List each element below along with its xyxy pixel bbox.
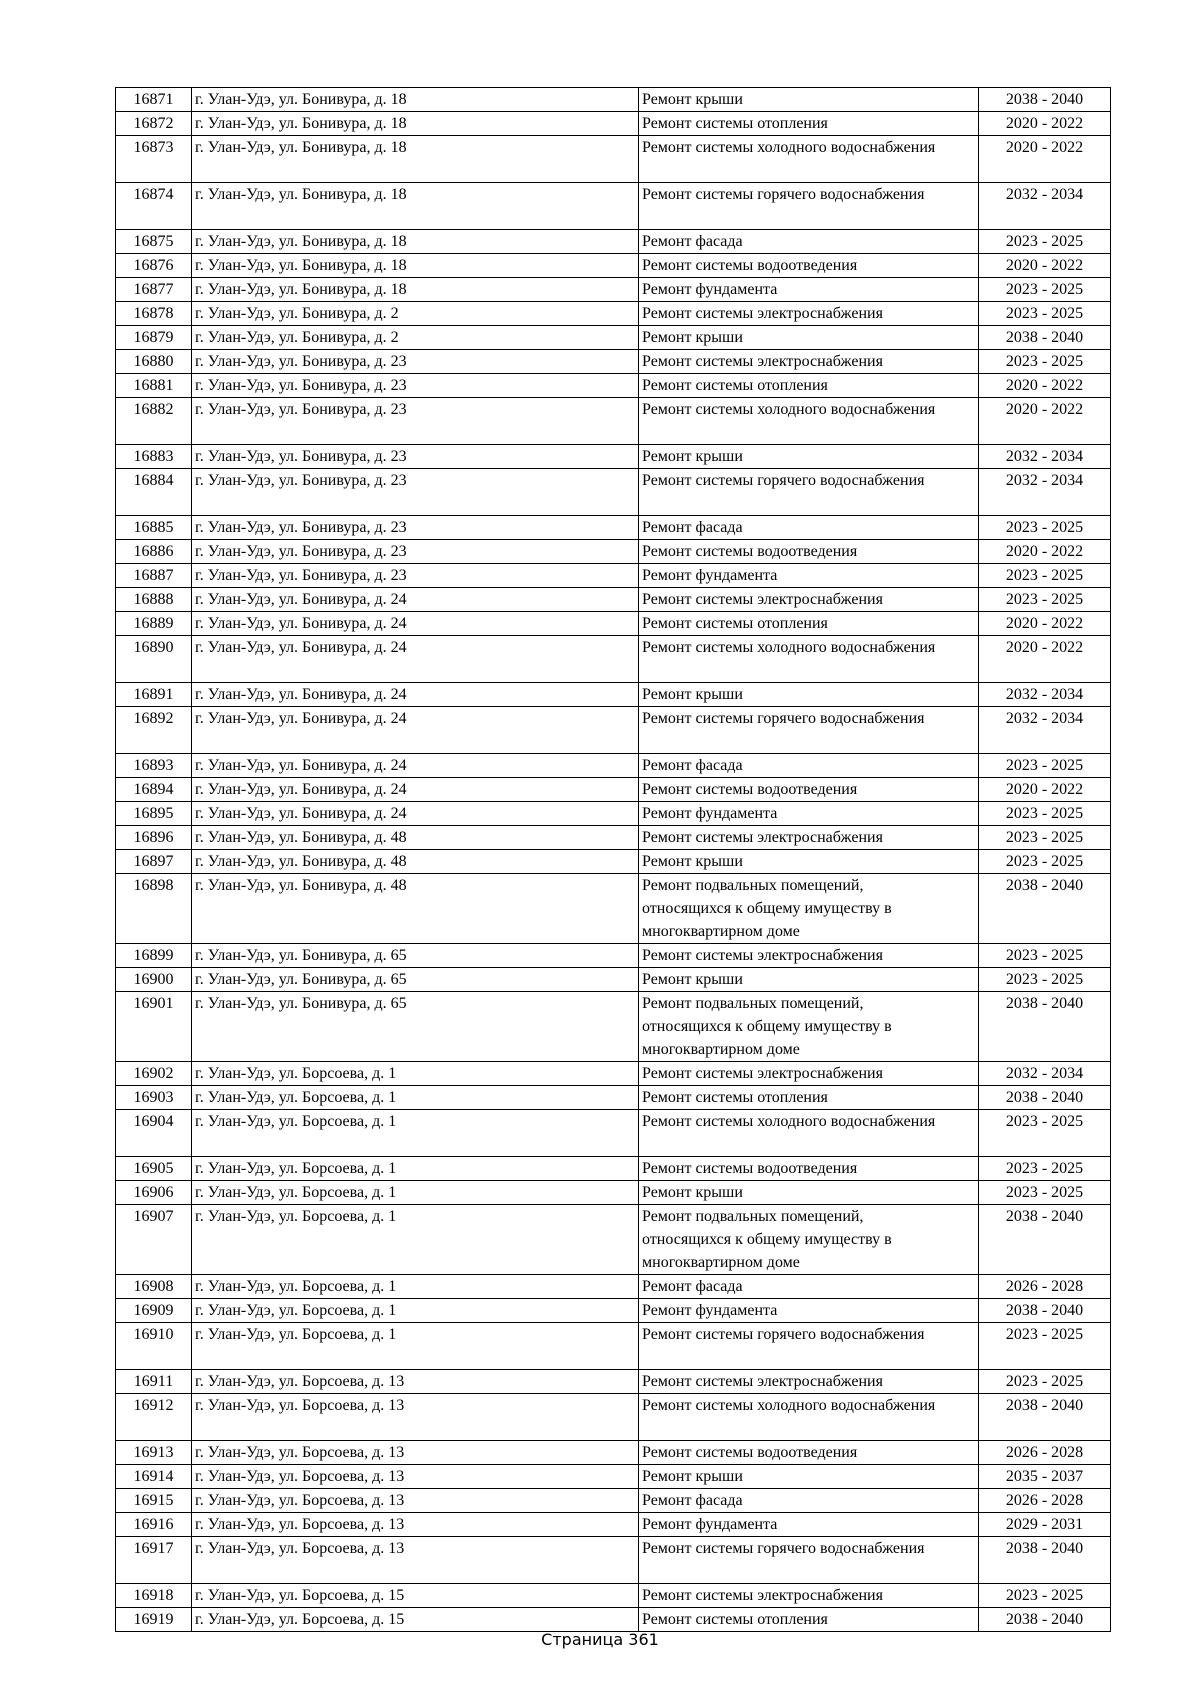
work-type-cell: Ремонт фасада: [639, 230, 979, 254]
address-cell: г. Улан-Удэ, ул. Бонивура, д. 24: [192, 778, 639, 802]
row-number-cell: 16873: [116, 136, 192, 183]
table-row: [116, 1062, 1111, 1086]
table-row: [116, 802, 1111, 826]
row-number-cell: 16901: [116, 992, 192, 1062]
work-type-cell: Ремонт фундамента: [639, 1299, 979, 1323]
work-type-cell: Ремонт системы водоотведения: [639, 254, 979, 278]
address-cell: г. Улан-Удэ, ул. Бонивура, д. 18: [192, 88, 639, 112]
table-row: [116, 469, 1111, 516]
address-cell: г. Улан-Удэ, ул. Бонивура, д. 23: [192, 516, 639, 540]
table-row: [116, 944, 1111, 968]
period-cell: 2020 - 2022: [979, 540, 1111, 564]
table-row: [116, 445, 1111, 469]
row-number-cell: 16887: [116, 564, 192, 588]
table-row: [116, 1537, 1111, 1584]
table-row: [116, 1299, 1111, 1323]
work-type-cell: Ремонт системы электроснабжения: [639, 350, 979, 374]
work-type-cell: Ремонт крыши: [639, 445, 979, 469]
address-cell: г. Улан-Удэ, ул. Борсоева, д. 1: [192, 1110, 639, 1157]
address-cell: г. Улан-Удэ, ул. Борсоева, д. 13: [192, 1441, 639, 1465]
work-type-cell: Ремонт системы холодного водоснабжения: [639, 398, 979, 445]
period-cell: 2032 - 2034: [979, 1062, 1111, 1086]
work-type-cell: Ремонт системы отопления: [639, 374, 979, 398]
period-cell: 2023 - 2025: [979, 1370, 1111, 1394]
period-cell: 2020 - 2022: [979, 254, 1111, 278]
address-cell: г. Улан-Удэ, ул. Бонивура, д. 23: [192, 374, 639, 398]
address-cell: г. Улан-Удэ, ул. Бонивура, д. 23: [192, 445, 639, 469]
period-cell: 2020 - 2022: [979, 112, 1111, 136]
row-number-cell: 16907: [116, 1205, 192, 1275]
period-cell: 2020 - 2022: [979, 612, 1111, 636]
work-type-cell: Ремонт системы электроснабжения: [639, 1370, 979, 1394]
table-row: [116, 754, 1111, 778]
row-number-cell: 16874: [116, 183, 192, 230]
address-cell: г. Улан-Удэ, ул. Бонивура, д. 18: [192, 254, 639, 278]
period-cell: 2032 - 2034: [979, 183, 1111, 230]
table-row: [116, 992, 1111, 1062]
work-type-cell: Ремонт фундамента: [639, 564, 979, 588]
address-cell: г. Улан-Удэ, ул. Бонивура, д. 48: [192, 826, 639, 850]
address-cell: г. Улан-Удэ, ул. Бонивура, д. 23: [192, 350, 639, 374]
address-cell: г. Улан-Удэ, ул. Бонивура, д. 23: [192, 564, 639, 588]
work-type-cell: Ремонт подвальных помещений, относящихся к общему имуществу в многоквартирном доме: [639, 1205, 979, 1275]
repair-schedule-table: [115, 87, 1111, 1632]
row-number-cell: 16877: [116, 278, 192, 302]
period-cell: 2029 - 2031: [979, 1513, 1111, 1537]
work-type-cell: Ремонт системы горячего водоснабжения: [639, 1323, 979, 1370]
address-cell: г. Улан-Удэ, ул. Борсоева, д. 13: [192, 1489, 639, 1513]
row-number-cell: 16900: [116, 968, 192, 992]
period-cell: 2038 - 2040: [979, 1086, 1111, 1110]
table-body: [116, 88, 1111, 1632]
work-type-cell: Ремонт системы водоотведения: [639, 1157, 979, 1181]
period-cell: 2020 - 2022: [979, 636, 1111, 683]
row-number-cell: 16882: [116, 398, 192, 445]
address-cell: г. Улан-Удэ, ул. Борсоева, д. 13: [192, 1370, 639, 1394]
row-number-cell: 16897: [116, 850, 192, 874]
row-number-cell: 16879: [116, 326, 192, 350]
table-row: [116, 88, 1111, 112]
table-row: [116, 136, 1111, 183]
address-cell: г. Улан-Удэ, ул. Бонивура, д. 18: [192, 278, 639, 302]
work-type-cell: Ремонт системы электроснабжения: [639, 1062, 979, 1086]
work-type-cell: Ремонт фундамента: [639, 1513, 979, 1537]
period-cell: 2020 - 2022: [979, 778, 1111, 802]
period-cell: 2023 - 2025: [979, 1157, 1111, 1181]
period-cell: 2038 - 2040: [979, 1537, 1111, 1584]
period-cell: 2023 - 2025: [979, 516, 1111, 540]
work-type-cell: Ремонт фасада: [639, 1275, 979, 1299]
period-cell: 2023 - 2025: [979, 230, 1111, 254]
work-type-cell: Ремонт системы холодного водоснабжения: [639, 1110, 979, 1157]
row-number-cell: 16881: [116, 374, 192, 398]
row-number-cell: 16906: [116, 1181, 192, 1205]
address-cell: г. Улан-Удэ, ул. Бонивура, д. 48: [192, 850, 639, 874]
period-cell: 2038 - 2040: [979, 1394, 1111, 1441]
address-cell: г. Улан-Удэ, ул. Борсоева, д. 13: [192, 1537, 639, 1584]
table-row: [116, 1205, 1111, 1275]
address-cell: г. Улан-Удэ, ул. Борсоева, д. 13: [192, 1513, 639, 1537]
table-row: [116, 516, 1111, 540]
period-cell: 2023 - 2025: [979, 1110, 1111, 1157]
address-cell: г. Улан-Удэ, ул. Бонивура, д. 65: [192, 992, 639, 1062]
row-number-cell: 16875: [116, 230, 192, 254]
period-cell: 2023 - 2025: [979, 278, 1111, 302]
row-number-cell: 16894: [116, 778, 192, 802]
work-type-cell: Ремонт фасада: [639, 1489, 979, 1513]
work-type-cell: Ремонт подвальных помещений, относящихся к общему имуществу в многоквартирном доме: [639, 874, 979, 944]
address-cell: г. Улан-Удэ, ул. Бонивура, д. 2: [192, 326, 639, 350]
table-row: [116, 1441, 1111, 1465]
period-cell: 2032 - 2034: [979, 469, 1111, 516]
period-cell: 2023 - 2025: [979, 350, 1111, 374]
table-row: [116, 1394, 1111, 1441]
table-row: [116, 1110, 1111, 1157]
table-row: [116, 326, 1111, 350]
row-number-cell: 16919: [116, 1608, 192, 1632]
table-row: [116, 588, 1111, 612]
period-cell: 2026 - 2028: [979, 1489, 1111, 1513]
table-row: [116, 540, 1111, 564]
work-type-cell: Ремонт крыши: [639, 968, 979, 992]
table-row: [116, 254, 1111, 278]
address-cell: г. Улан-Удэ, ул. Бонивура, д. 24: [192, 683, 639, 707]
address-cell: г. Улан-Удэ, ул. Бонивура, д. 24: [192, 754, 639, 778]
work-type-cell: Ремонт системы горячего водоснабжения: [639, 1537, 979, 1584]
work-type-cell: Ремонт крыши: [639, 326, 979, 350]
address-cell: г. Улан-Удэ, ул. Борсоева, д. 1: [192, 1181, 639, 1205]
work-type-cell: Ремонт крыши: [639, 850, 979, 874]
period-cell: 2023 - 2025: [979, 564, 1111, 588]
period-cell: 2023 - 2025: [979, 968, 1111, 992]
table-row: [116, 1465, 1111, 1489]
address-cell: г. Улан-Удэ, ул. Бонивура, д. 18: [192, 230, 639, 254]
row-number-cell: 16896: [116, 826, 192, 850]
period-cell: 2023 - 2025: [979, 1181, 1111, 1205]
row-number-cell: 16889: [116, 612, 192, 636]
address-cell: г. Улан-Удэ, ул. Борсоева, д. 1: [192, 1205, 639, 1275]
address-cell: г. Улан-Удэ, ул. Борсоева, д. 1: [192, 1062, 639, 1086]
row-number-cell: 16890: [116, 636, 192, 683]
table-row: [116, 1370, 1111, 1394]
period-cell: 2038 - 2040: [979, 1299, 1111, 1323]
row-number-cell: 16888: [116, 588, 192, 612]
address-cell: г. Улан-Удэ, ул. Бонивура, д. 24: [192, 636, 639, 683]
address-cell: г. Улан-Удэ, ул. Бонивура, д. 24: [192, 612, 639, 636]
table-row: [116, 1489, 1111, 1513]
row-number-cell: 16902: [116, 1062, 192, 1086]
work-type-cell: Ремонт системы отопления: [639, 1608, 979, 1632]
row-number-cell: 16884: [116, 469, 192, 516]
work-type-cell: Ремонт системы электроснабжения: [639, 826, 979, 850]
row-number-cell: 16892: [116, 707, 192, 754]
address-cell: г. Улан-Удэ, ул. Борсоева, д. 1: [192, 1299, 639, 1323]
period-cell: 2023 - 2025: [979, 302, 1111, 326]
period-cell: 2038 - 2040: [979, 1608, 1111, 1632]
table-row: [116, 1608, 1111, 1632]
address-cell: г. Улан-Удэ, ул. Борсоева, д. 1: [192, 1157, 639, 1181]
row-number-cell: 16910: [116, 1323, 192, 1370]
row-number-cell: 16909: [116, 1299, 192, 1323]
work-type-cell: Ремонт системы водоотведения: [639, 540, 979, 564]
work-type-cell: Ремонт системы электроснабжения: [639, 588, 979, 612]
address-cell: г. Улан-Удэ, ул. Борсоева, д. 1: [192, 1275, 639, 1299]
work-type-cell: Ремонт системы холодного водоснабжения: [639, 1394, 979, 1441]
table-row: [116, 564, 1111, 588]
work-type-cell: Ремонт крыши: [639, 1181, 979, 1205]
table-row: [116, 874, 1111, 944]
row-number-cell: 16905: [116, 1157, 192, 1181]
address-cell: г. Улан-Удэ, ул. Бонивура, д. 24: [192, 588, 639, 612]
work-type-cell: Ремонт системы отопления: [639, 612, 979, 636]
table-row: [116, 230, 1111, 254]
work-type-cell: Ремонт системы электроснабжения: [639, 1584, 979, 1608]
row-number-cell: 16878: [116, 302, 192, 326]
row-number-cell: 16914: [116, 1465, 192, 1489]
address-cell: г. Улан-Удэ, ул. Бонивура, д. 18: [192, 183, 639, 230]
table-row: [116, 350, 1111, 374]
row-number-cell: 16898: [116, 874, 192, 944]
row-number-cell: 16891: [116, 683, 192, 707]
table-row: [116, 302, 1111, 326]
table-row: [116, 778, 1111, 802]
period-cell: 2020 - 2022: [979, 398, 1111, 445]
period-cell: 2020 - 2022: [979, 374, 1111, 398]
work-type-cell: Ремонт системы отопления: [639, 112, 979, 136]
table-row: [116, 612, 1111, 636]
period-cell: 2020 - 2022: [979, 136, 1111, 183]
table-row: [116, 1323, 1111, 1370]
row-number-cell: 16904: [116, 1110, 192, 1157]
table-row: [116, 707, 1111, 754]
address-cell: г. Улан-Удэ, ул. Бонивура, д. 48: [192, 874, 639, 944]
page-number: Страница 361: [541, 1630, 659, 1649]
work-type-cell: Ремонт системы электроснабжения: [639, 944, 979, 968]
row-number-cell: 16908: [116, 1275, 192, 1299]
row-number-cell: 16915: [116, 1489, 192, 1513]
row-number-cell: 16886: [116, 540, 192, 564]
address-cell: г. Улан-Удэ, ул. Борсоева, д. 13: [192, 1394, 639, 1441]
address-cell: г. Улан-Удэ, ул. Борсоева, д. 15: [192, 1584, 639, 1608]
row-number-cell: 16872: [116, 112, 192, 136]
period-cell: 2038 - 2040: [979, 326, 1111, 350]
address-cell: г. Улан-Удэ, ул. Бонивура, д. 23: [192, 540, 639, 564]
work-type-cell: Ремонт фундамента: [639, 802, 979, 826]
period-cell: 2023 - 2025: [979, 944, 1111, 968]
period-cell: 2035 - 2037: [979, 1465, 1111, 1489]
period-cell: 2032 - 2034: [979, 707, 1111, 754]
address-cell: г. Улан-Удэ, ул. Бонивура, д. 65: [192, 944, 639, 968]
table-row: [116, 374, 1111, 398]
work-type-cell: Ремонт системы горячего водоснабжения: [639, 707, 979, 754]
work-type-cell: Ремонт системы горячего водоснабжения: [639, 183, 979, 230]
work-type-cell: Ремонт системы электроснабжения: [639, 302, 979, 326]
row-number-cell: 16895: [116, 802, 192, 826]
work-type-cell: Ремонт системы водоотведения: [639, 778, 979, 802]
work-type-cell: Ремонт системы холодного водоснабжения: [639, 136, 979, 183]
work-type-cell: Ремонт фундамента: [639, 278, 979, 302]
period-cell: 2032 - 2034: [979, 683, 1111, 707]
work-type-cell: Ремонт системы отопления: [639, 1086, 979, 1110]
table-row: [116, 112, 1111, 136]
period-cell: 2038 - 2040: [979, 874, 1111, 944]
table-row: [116, 1275, 1111, 1299]
period-cell: 2023 - 2025: [979, 1584, 1111, 1608]
table-row: [116, 850, 1111, 874]
work-type-cell: Ремонт фасада: [639, 516, 979, 540]
period-cell: 2026 - 2028: [979, 1441, 1111, 1465]
row-number-cell: 16911: [116, 1370, 192, 1394]
work-type-cell: Ремонт подвальных помещений, относящихся к общему имуществу в многоквартирном доме: [639, 992, 979, 1062]
address-cell: г. Улан-Удэ, ул. Бонивура, д. 18: [192, 136, 639, 183]
address-cell: г. Улан-Удэ, ул. Бонивура, д. 18: [192, 112, 639, 136]
row-number-cell: 16876: [116, 254, 192, 278]
row-number-cell: 16880: [116, 350, 192, 374]
address-cell: г. Улан-Удэ, ул. Борсоева, д. 13: [192, 1465, 639, 1489]
table-row: [116, 826, 1111, 850]
table-row: [116, 968, 1111, 992]
work-type-cell: Ремонт системы горячего водоснабжения: [639, 469, 979, 516]
period-cell: 2023 - 2025: [979, 850, 1111, 874]
row-number-cell: 16883: [116, 445, 192, 469]
work-type-cell: Ремонт крыши: [639, 88, 979, 112]
period-cell: 2023 - 2025: [979, 588, 1111, 612]
row-number-cell: 16917: [116, 1537, 192, 1584]
address-cell: г. Улан-Удэ, ул. Бонивура, д. 23: [192, 398, 639, 445]
table-row: [116, 183, 1111, 230]
table-row: [116, 1584, 1111, 1608]
period-cell: 2023 - 2025: [979, 754, 1111, 778]
address-cell: г. Улан-Удэ, ул. Борсоева, д. 15: [192, 1608, 639, 1632]
table-row: [116, 1181, 1111, 1205]
address-cell: г. Улан-Удэ, ул. Бонивура, д. 65: [192, 968, 639, 992]
table-row: [116, 683, 1111, 707]
table-row: [116, 1086, 1111, 1110]
row-number-cell: 16893: [116, 754, 192, 778]
work-type-cell: Ремонт системы холодного водоснабжения: [639, 636, 979, 683]
period-cell: 2038 - 2040: [979, 992, 1111, 1062]
period-cell: 2023 - 2025: [979, 826, 1111, 850]
address-cell: г. Улан-Удэ, ул. Бонивура, д. 24: [192, 707, 639, 754]
row-number-cell: 16916: [116, 1513, 192, 1537]
address-cell: г. Улан-Удэ, ул. Бонивура, д. 23: [192, 469, 639, 516]
address-cell: г. Улан-Удэ, ул. Бонивура, д. 24: [192, 802, 639, 826]
table-row: [116, 636, 1111, 683]
period-cell: 2023 - 2025: [979, 1323, 1111, 1370]
table-row: [116, 1157, 1111, 1181]
row-number-cell: 16899: [116, 944, 192, 968]
address-cell: г. Улан-Удэ, ул. Борсоева, д. 1: [192, 1086, 639, 1110]
period-cell: 2023 - 2025: [979, 802, 1111, 826]
address-cell: г. Улан-Удэ, ул. Борсоева, д. 1: [192, 1323, 639, 1370]
row-number-cell: 16871: [116, 88, 192, 112]
row-number-cell: 16912: [116, 1394, 192, 1441]
work-type-cell: Ремонт крыши: [639, 683, 979, 707]
row-number-cell: 16913: [116, 1441, 192, 1465]
period-cell: 2038 - 2040: [979, 1205, 1111, 1275]
work-type-cell: Ремонт крыши: [639, 1465, 979, 1489]
work-type-cell: Ремонт фасада: [639, 754, 979, 778]
row-number-cell: 16885: [116, 516, 192, 540]
table-row: [116, 278, 1111, 302]
row-number-cell: 16918: [116, 1584, 192, 1608]
row-number-cell: 16903: [116, 1086, 192, 1110]
address-cell: г. Улан-Удэ, ул. Бонивура, д. 2: [192, 302, 639, 326]
work-type-cell: Ремонт системы водоотведения: [639, 1441, 979, 1465]
period-cell: 2038 - 2040: [979, 88, 1111, 112]
period-cell: 2032 - 2034: [979, 445, 1111, 469]
table-row: [116, 1513, 1111, 1537]
table-row: [116, 398, 1111, 445]
period-cell: 2026 - 2028: [979, 1275, 1111, 1299]
